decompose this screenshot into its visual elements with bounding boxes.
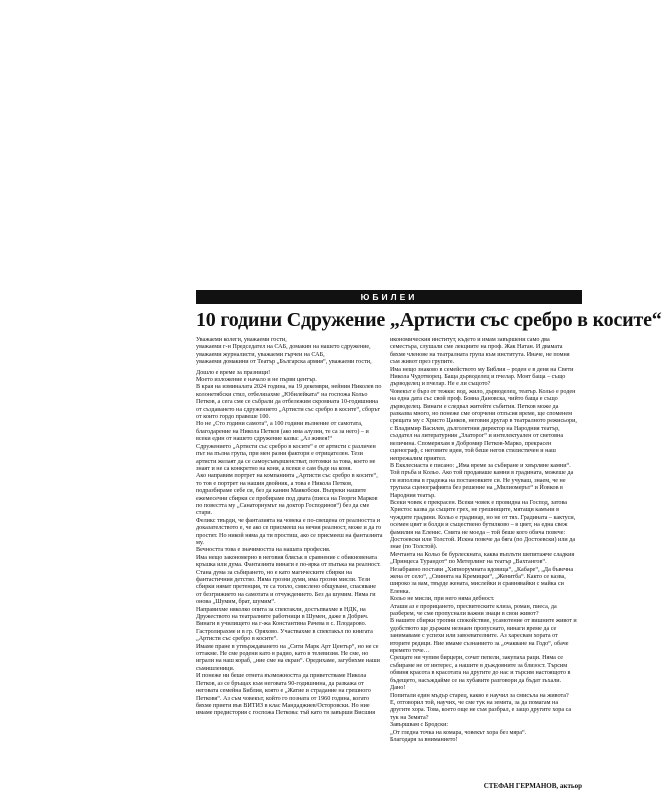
paragraph: В края на изминалата 2024 година, на 19 декември, нейния Николев по колонетябски стил, отбелязахме „Юбилейката“ на госпожа Кольо Петков, а сега сме се събрали да отбележим скромната 10-годишнина от създаването на сдружението „Артисти със сребро в косите“, сборът от които гордо правеше 100.	[196, 384, 382, 421]
paragraph: Сдружението „Артисти със сребро в косите“ е от артисти с различен път на пълна група, при мен разни фактори е отрицателен. Тези артисти желаят да се самоусъвършенстват, потомки за това, което не знаят и не са конкретно на коня, а всеки е сам бъде на коня.	[196, 443, 376, 472]
paragraph: уважаеми домакини от Театър „Българска армия“, уважаеми гости,	[196, 359, 372, 366]
article-column-left	[196, 337, 383, 775]
paragraph: Благодаря за вниманието!	[390, 736, 458, 743]
paragraph: Мечтанта на Кольо бе бурлескната, каква въплъти шепитажче сладкия „Принцеса Турандот“ по Метерлинг на театър „Вахтангов“.	[390, 551, 575, 566]
paragraph: уважаеми г-н Председател на САБ, домакин на нашето сдружение,	[196, 344, 371, 351]
paragraph: В нашите сбирки тропни спокойствие, усамотение от вишните живот и удобството ще държим незнаен пропуснато, винаги време да се занимаваме с успехи или завоевателните. Аз харесвам хората от вторите редици. Ние имаме съзнанието за „очакване на Годо“, обаче времето тече…	[390, 618, 577, 655]
section-banner: ЮБИЛЕИ	[196, 290, 582, 304]
paragraph: Всеки човек е прекрасен. Всеки човек е провидна на Господ, затова Христос казва да същите грех, не грешниците, мятащи камъни в чуждите градини. Кольо е градинар, но не от тях. Градината – кактуси, осемен цвят и болди и съществено бутилково – в цвет, на една свеж фамилия на Еленис. Смята не моеда – той беше кого обича повече: Достоевски или Толстой. Искна повече да бяга (по Достоевски) или да знае (по Толстой).	[390, 499, 576, 551]
article-column-right	[390, 337, 577, 775]
paragraph: Попитали един мъдър старец, какво е научил за смисъла на живота?	[390, 692, 569, 699]
author-signature: СТЕФАН ГЕРМАНОВ, актьор	[483, 782, 582, 790]
paragraph: Уважаеми колеги, уважаеми гости,	[196, 337, 287, 343]
paragraph: Има нещо закономерно в неговия блясък в сравнение с обикновената кръшка или дума. Фантазията винаги е по-ярка от пъпъка на реалност.	[196, 554, 381, 569]
paragraph: Той пръба и Кольо. Ако той продаваше камни в градината, можеше да ги използва в градежа на постановките си. Не учуваш, знаем, че не трупаха сценографията без решение на „Милиомерът“ и Йовков в Народния театър.	[390, 470, 574, 499]
paragraph: Направихме няколко опита за спектакли, достъпвахме в НДК, на Дружеството на театралните работници в Шумен, даже в Добрич. Винаги в училището на г-жа Константина Рачева в с. Плодарово. Гастролирахме и в гр. Оряхово. Участвахме в спектакъл по книгата „Артисти със сребро в косите“.	[196, 606, 373, 643]
paragraph: Има нещо знаково в семейството му Библия – роден е в деня на Свети Никола Чудотворец. Баща дърводелец и пчелар. Моят баща – също дърводелец и пчелар. Не е ли същото?	[390, 366, 574, 388]
paragraph: Имаме пране в утвърждаването на „Сити Марк Арт Център“, но не се оттакме. Не сме родени като в радио, като в телевизия. Не сме, но играли на наш кораб, „ние сме на екран“. Оредихаме, загубихме наши съмишленици.	[196, 643, 380, 672]
paragraph: Вечността това е значимостта на нашата професия.	[196, 547, 331, 554]
paragraph: уважаеми журналисти, уважаеми гърчеи на САБ,	[196, 351, 325, 358]
paragraph: икономическия институт, където и имам завършени само два семестъра, слушали сме лекциите на проф. Жак Натан. И двамата бяхме членове на театралната група към института. Иначе, не помня съм живот през групите.	[390, 337, 570, 366]
paragraph: Ако направим портрет на компанията „Артисти със сребро в косите“, то тов е портрет на нашия двойник, а това е Никола Петков, подразбираме себе си, без да каним Маякобски. Въпреки нашите ежемесечни сбирки се пробираме под двата (пиеса на Георги Марков по повестта му „Санаторнумът на доктор Господинов“) без да сме стари.	[196, 473, 378, 517]
paragraph: Човекът е бърз от тежки: вод, жило, дърводелец, театър. Кольо е роден на една дата със свой проф. Бояна Дановска, чийто баща е също дърводелец. Винаги е следвал житейте събития. Петков може да разказва много, но понеже сме огорчени отлъсия време, ще споменем срещата му с Христо Цанков, неговия другар в театралното режисьори, с Владимир Василев, дълголетния директор на Народния театър, създател на литературния „Златорог“ и интелектуален от световна величина. Спомеряхам в Добромир Петков-Марко, прекрасен сценограф, с неговите идеи, той беше негов стилистичен и наш непрежалим приятел.	[390, 388, 577, 462]
article-title: 10 години Сдружение „Артисти със сребро в косите“	[196, 309, 662, 331]
paragraph: Но не „Сто години самота“, а 100 години вълнение от самотата, благодарение на Никола Петков (ако има алузии, те са за него) – и всеки един от нашето сдружение казва: „Аз живея!“	[196, 421, 369, 443]
paragraph: Кольо не мисли, при него няма дебност.	[390, 596, 495, 603]
paragraph: Дошло е време за празници!	[196, 369, 271, 376]
paragraph: Е, отговорил той, научих, че сме тук на земята, за да помагам на другите хора. Това, което още не съм разбрал, е защо другите хора са тук на Земята?	[390, 699, 572, 721]
paragraph: Феликс твърди, че фантазията на човека е по-свещена от реалността и доказателството е, че ако се присмееш на нечия реалност, може и да го простят. Но никой няма да ти простиш, ако се присмееш на фантазията му.	[196, 517, 383, 546]
paragraph: Стана дума за събирането, но е като магическите сбирки на фантастичния детство. Няма грозни думи, има грозни мисли. Тези сбирки нямат претенция, те са топло, смислено общуване, спасяване от безгрижието на самотата и отчуждението. Без да шумим. Няма ги онова „Шумим, брат, шумим“.	[196, 569, 377, 606]
paragraph: „От гледна точка на комара, човекът хора без мяра“.	[390, 729, 527, 736]
paragraph: Завършвам с Бродски:	[390, 722, 449, 729]
paragraph: И понеже ни беше отнета възможността да приветстваме Никола Петков, аз се бръщах към неговата 90-годишнина, да разкажа от неговата семейна Библия, която е „Жатие и страдание на грешного Петковя“. Аз съм човекът, който го позната от 1960 година, когато бяхме приети във ВИТИЗ в клас Мандаджиев/Осторовски. Но ние имаме предистория с госпожа Петкова: тъй като тя завърши Висшия	[196, 673, 376, 717]
paragraph: Моето изложение е начало и не първи център.	[196, 377, 317, 384]
paragraph: В Екклесиаста е писано: „Има време за събиране и хвърляне камни“.	[390, 462, 571, 469]
paragraph: Срещате ни чупим бирцери, сочат пепели, закупаха раци. Няма се събираме не от интерес, а нашите в дъждовните за близост. Търсим обвиня красота в красотата на другите до нас и търсим настоящото в бъдещето, насъждайме се на хубавите разговори да бъдат зъхали. Дано!	[390, 655, 571, 692]
paragraph: Незабравно постави „Хипнорумната вдовица“, „Кабаре“, „Да бъвечна жена от село“, „Свинята на Кремицки“, „Женитба“. Както се казва, широко за вам, твърде жената, мислейки и сравнявайки с майка си Еленка.	[390, 566, 574, 595]
paragraph: Аташи аз е прорицането, пресвитеските клиза, роман, пиеса, да разберем, че сме пропуснали важни знаци в свои живот?	[390, 603, 557, 618]
